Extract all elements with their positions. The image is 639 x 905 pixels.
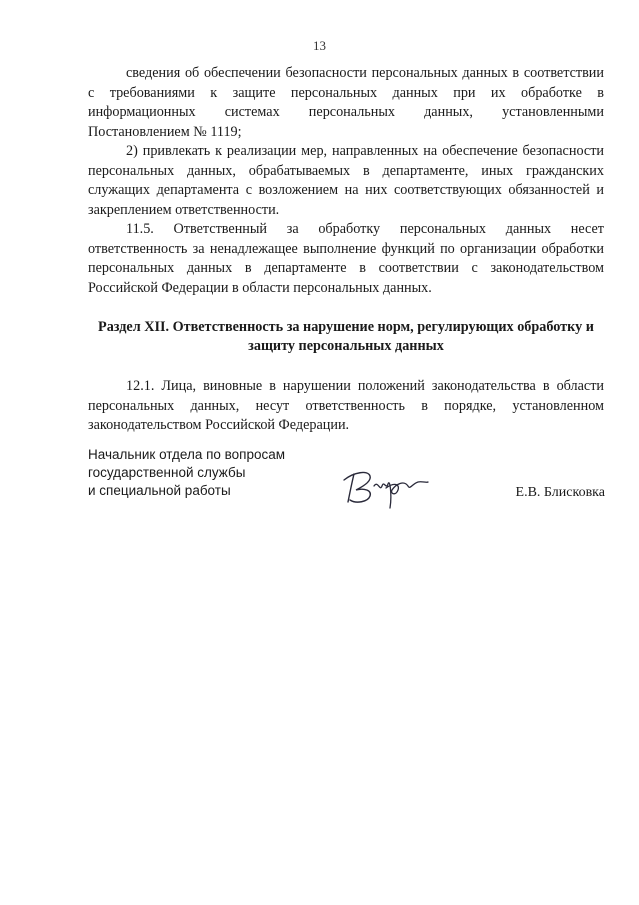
- paragraph-item-2: 2) привлекать к реализации мер, направленных на обеспечение безопасности персональных данных, обрабатываемых в департаменте, иных гражданских служащих департамента с возложением на них соответствующих обязанностей и закреплением ответственности.: [88, 143, 604, 218]
- position-line-3: и специальной работы: [88, 483, 231, 498]
- handwritten-signature: [340, 466, 432, 512]
- paragraph-protection-info: сведения об обеспечении безопасности персональных данных в соответствии с требованиями к защите персональных данных при их обработке в информационных системах персональных данных, установленными Постановлением № 1119;: [88, 65, 604, 140]
- signer-name: Е.В. Блисковка: [515, 485, 605, 500]
- position-line-1: Начальник отдела по вопросам: [88, 447, 286, 462]
- position-line-2: государственной службы: [88, 465, 246, 480]
- paragraph-11-5: 11.5. Ответственный за обработку персональных данных несет ответственность за ненадлежащее выполнение функций по организации обработки персональных данных в департаменте в соответствии с законодательством Российской Федерации в области персональных данных.: [88, 221, 604, 296]
- page-number: 13: [313, 38, 326, 53]
- signatory-position: [88, 446, 285, 500]
- document-body: [88, 64, 604, 436]
- paragraph-12-1: 12.1. Лица, виновные в нарушении положений законодательства в области персональных данных, несут ответственность в порядке, установленном законодательством Российской Федерации.: [88, 378, 604, 433]
- section-heading: Раздел XII. Ответственность за нарушение норм, регулирующих обработку и защиту персональных данных: [98, 319, 594, 354]
